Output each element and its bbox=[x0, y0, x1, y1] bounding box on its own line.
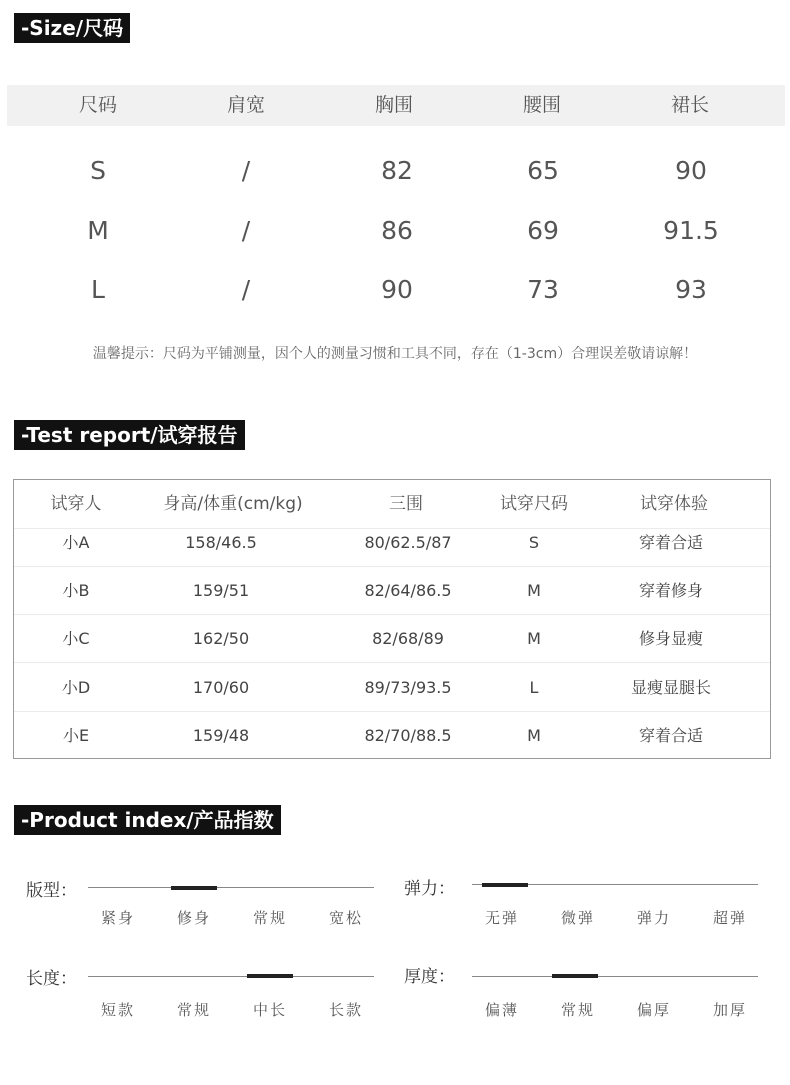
index-option: 常规 bbox=[252, 909, 288, 927]
size-section-title: -Size/尺码 bbox=[14, 13, 130, 43]
size-cell: 82 bbox=[381, 156, 413, 185]
test-cell: M bbox=[527, 726, 541, 745]
size-cell: L bbox=[91, 275, 105, 304]
index-marker-elasticity bbox=[482, 883, 528, 887]
index-option: 加厚 bbox=[712, 1001, 748, 1019]
test-cell: L bbox=[529, 678, 539, 697]
index-option: 偏薄 bbox=[484, 1001, 520, 1019]
test-section-title: -Test report/试穿报告 bbox=[14, 420, 245, 450]
size-cell: 91.5 bbox=[663, 216, 719, 245]
index-label-fit: 版型： bbox=[26, 881, 77, 901]
test-cell: 159/48 bbox=[192, 726, 250, 745]
size-cell: 93 bbox=[675, 275, 707, 304]
test-cell: 82/64/86.5 bbox=[364, 581, 452, 600]
index-option: 短款 bbox=[100, 1001, 136, 1019]
size-cell: 86 bbox=[381, 216, 413, 245]
index-label-elasticity: 弹力： bbox=[404, 879, 455, 899]
test-header-cell: 试穿人 bbox=[50, 494, 102, 514]
test-table-row bbox=[14, 711, 770, 760]
test-cell: 穿着合适 bbox=[638, 726, 704, 745]
size-note: 温馨提示：尺码为平铺测量，因个人的测量习惯和工具不同，存在（1-3cm）合理误差敬请谅解！ bbox=[92, 346, 698, 362]
test-cell: 158/46.5 bbox=[185, 533, 257, 552]
test-report-table bbox=[13, 479, 771, 759]
size-cell: 90 bbox=[675, 156, 707, 185]
index-scale-line bbox=[88, 976, 374, 977]
size-cell: 90 bbox=[381, 275, 413, 304]
test-table-row bbox=[14, 566, 770, 615]
index-option: 常规 bbox=[176, 1001, 212, 1019]
index-option: 长款 bbox=[328, 1001, 364, 1019]
test-header-cell: 试穿尺码 bbox=[500, 494, 568, 514]
test-cell: 穿着修身 bbox=[638, 581, 704, 600]
test-cell: M bbox=[527, 629, 541, 648]
test-cell: S bbox=[528, 533, 540, 552]
test-cell: 89/73/93.5 bbox=[364, 678, 452, 697]
test-cell: 小D bbox=[61, 678, 91, 697]
size-cell: 65 bbox=[527, 156, 559, 185]
index-option: 无弹 bbox=[484, 909, 520, 927]
test-cell: 80/62.5/87 bbox=[364, 533, 452, 552]
test-cell: 小E bbox=[62, 726, 90, 745]
test-cell: 小A bbox=[62, 533, 90, 552]
size-cell: / bbox=[241, 156, 251, 185]
test-cell: 小C bbox=[62, 629, 90, 648]
size-header-cell: 尺码 bbox=[78, 94, 118, 116]
test-cell: 159/51 bbox=[192, 581, 250, 600]
index-option: 超弹 bbox=[712, 909, 748, 927]
index-option: 修身 bbox=[176, 909, 212, 927]
test-cell: M bbox=[527, 581, 541, 600]
test-cell: 小B bbox=[62, 581, 90, 600]
index-option: 中长 bbox=[252, 1001, 288, 1019]
index-section-title: -Product index/产品指数 bbox=[14, 805, 281, 835]
index-option: 弹力 bbox=[636, 909, 672, 927]
test-cell: 162/50 bbox=[192, 629, 250, 648]
size-header-cell: 肩宽 bbox=[226, 94, 266, 116]
test-cell: 显瘦显腿长 bbox=[630, 678, 712, 697]
size-cell: S bbox=[90, 156, 106, 185]
index-marker-fit bbox=[171, 886, 217, 890]
test-table-row bbox=[14, 518, 770, 567]
test-header-cell: 身高/体重(cm/kg) bbox=[163, 494, 303, 514]
size-cell: 69 bbox=[527, 216, 559, 245]
index-option: 微弹 bbox=[560, 909, 596, 927]
index-scale-line bbox=[88, 887, 374, 888]
size-header-cell: 胸围 bbox=[374, 94, 414, 116]
size-cell: / bbox=[241, 216, 251, 245]
test-cell: 82/68/89 bbox=[372, 629, 444, 648]
size-cell: M bbox=[87, 216, 109, 245]
test-table-row bbox=[14, 663, 770, 712]
index-label-length: 长度： bbox=[26, 969, 77, 989]
index-option: 宽松 bbox=[328, 909, 364, 927]
index-option: 偏厚 bbox=[636, 1001, 672, 1019]
index-option: 紧身 bbox=[100, 909, 136, 927]
index-scale-line bbox=[472, 976, 758, 977]
index-marker-thickness bbox=[552, 974, 598, 978]
size-cell: / bbox=[241, 275, 251, 304]
index-label-thickness: 厚度： bbox=[404, 967, 455, 987]
size-table-header bbox=[7, 85, 785, 126]
test-cell: 82/70/88.5 bbox=[364, 726, 452, 745]
index-option: 常规 bbox=[560, 1001, 596, 1019]
test-cell: 穿着合适 bbox=[638, 533, 704, 552]
index-marker-length bbox=[247, 974, 293, 978]
test-header-cell: 试穿体验 bbox=[640, 494, 708, 514]
test-cell: 修身显瘦 bbox=[638, 629, 704, 648]
size-header-cell: 裙长 bbox=[670, 94, 710, 116]
size-header-cell: 腰围 bbox=[522, 94, 562, 116]
size-cell: 73 bbox=[527, 275, 559, 304]
test-header-cell: 三围 bbox=[389, 494, 423, 514]
test-cell: 170/60 bbox=[192, 678, 250, 697]
test-table-row bbox=[14, 614, 770, 663]
